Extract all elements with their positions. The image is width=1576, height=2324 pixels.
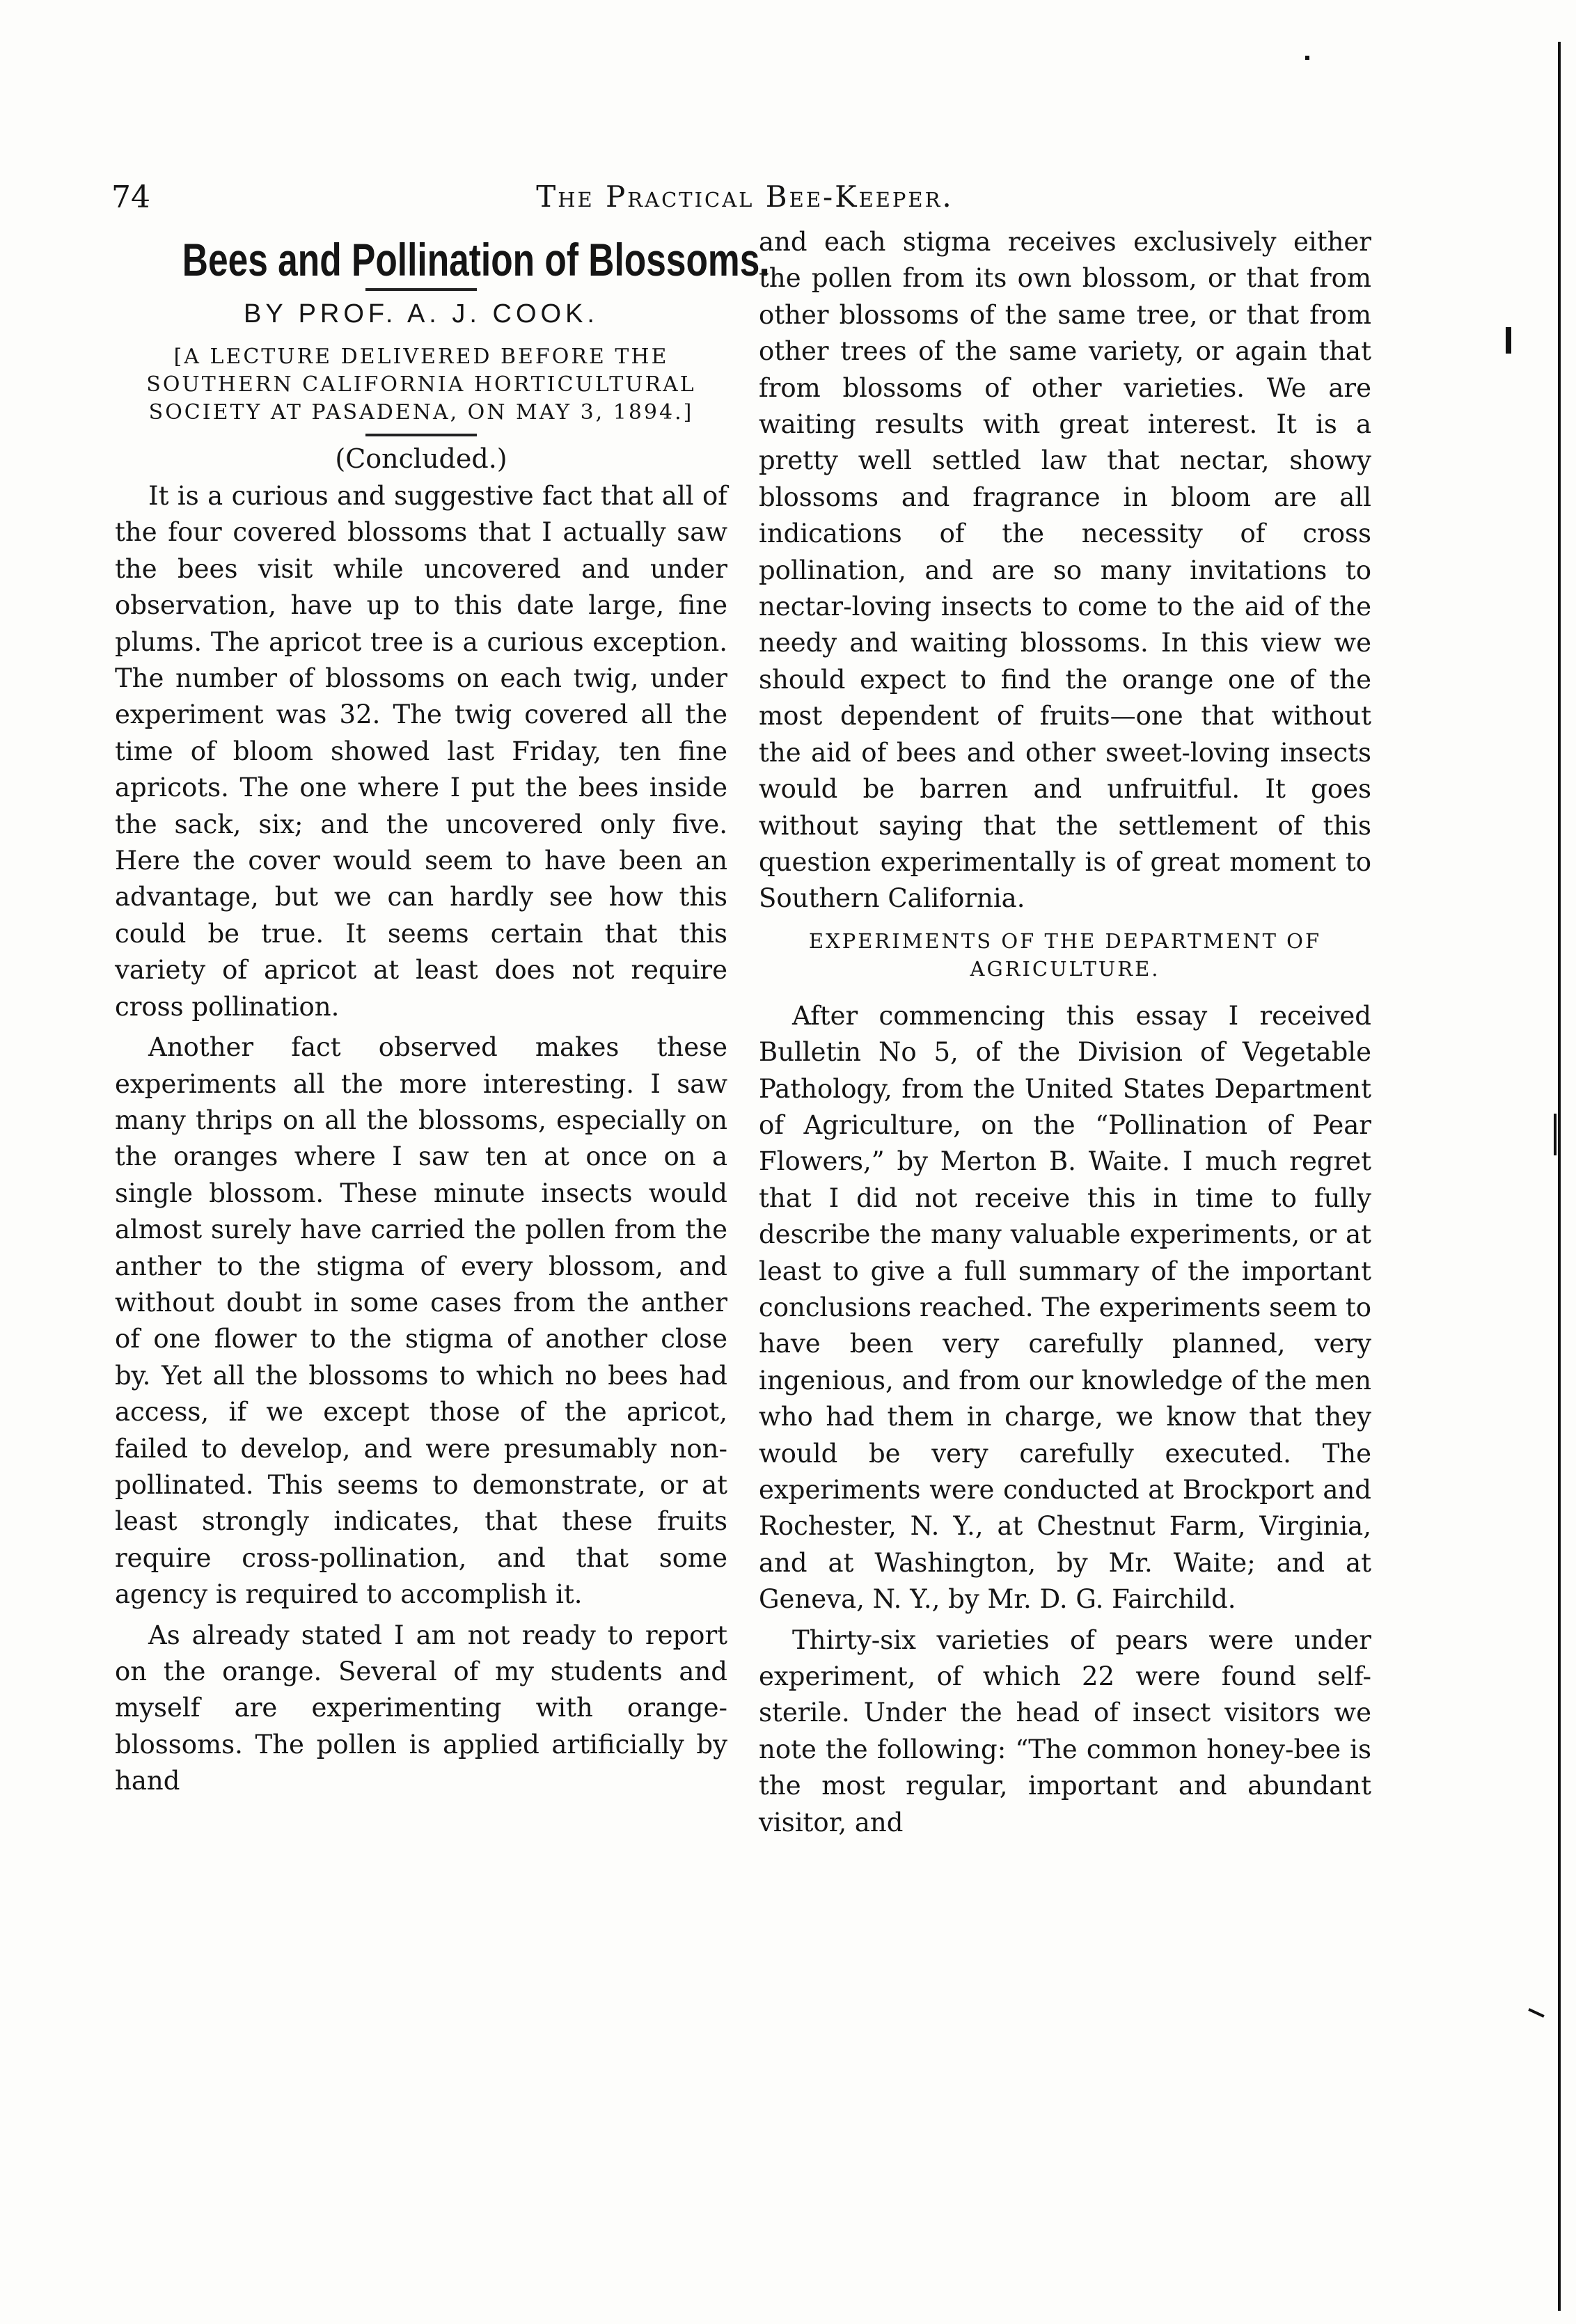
page-header xyxy=(111,180,1378,221)
paragraph: After commencing this essay I received Bulletin No 5, of the Division of Vegetable Pathology, from the United States Department of Agriculture, on the “Pollination of Pear Flowers,” by Merton B. Waite. I much regret that I did not receive this in time to fully describe the many valuable experiments, or at least to give a full summary of the important conclusions reached. The experiments seem to have been very carefully planned, very ingenious, and from our knowledge of the men who had them in charge, we know that they would be very carefully executed. The experiments were conducted at Brockport and Rochester, N. Y., at Chestnut Farm, Virginia, and at Washington, by Mr. Waite; and at Geneva, N. Y., by Mr. D. G. Fairchild. xyxy=(759,1000,1371,1615)
scan-speck xyxy=(1528,2008,1544,2018)
paragraph: It is a curious and suggestive fact that all of the four covered blossoms that I actually saw the bees visit while uncovered and under observation, have up to this date large, fine plums. The apricot tree is a curious exception. The number of blossoms on each twig, under experiment was 32. The twig covered all the time of bloom showed last Friday, ten fine apricots. The one where I put the bees inside the sack, six; and the uncovered only five. Here the cover would seem to have been an advantage, but we can hardly see how this could be true. It seems certain that this variety of apricot at least does not require cross pollination. xyxy=(115,481,727,1022)
section-heading: EXPERIMENTS OF THE DEPARTMENT OF AGRICULTURE. xyxy=(808,928,1322,981)
left-column xyxy=(115,224,770,1800)
scan-speck xyxy=(1506,327,1511,354)
scan-edge-line xyxy=(1558,42,1561,2311)
running-head: The Practical Bee-Keeper. xyxy=(536,180,954,214)
paragraph: and each stigma receives exclusively either the pollen from its own blossom, or that from other blossoms of the same tree, or that from other trees of the same variety, or again that from blossoms of other varieties. We are waiting results with great interest. It is a pretty well settled law that nectar, showy blossoms and fragrance in bloom are all indications of the necessity of cross pollination, and are so many invitations to nectar-loving insects to come to the aid of the needy and waiting blossoms. In this view we should expect to find the orange one of the most dependent of fruits—one that without the aid of bees and other sweet-loving insects would be barren and unfruitful. It goes without saying that the settlement of this question experimentally is of great moment to Southern California. xyxy=(759,227,1371,914)
lecture-note: [A LECTURE DELIVERED BEFORE THE SOUTHERN CALIFORNIA HORTICULTURAL SOCIETY AT PASADENA, ON MAY 3, 1894.] xyxy=(146,345,696,425)
byline: BY PROF. A. J. COOK. xyxy=(244,299,599,329)
concluded-note: (Concluded.) xyxy=(335,443,507,474)
paragraph: Another fact observed makes these experiments all the more interesting. I saw many thrips on all the blossoms, especially on the oranges where I saw ten at once on a single blossom. These minute insects would almost surely have carried the pollen from the anther to the stigma of every blossom, and without doubt in some cases from the anther of one flower to the stigma of another close by. Yet all the blossoms to which no bees had access, if we except those of the apricot, failed to develop, and were presumably non-pollinated. This seems to demonstrate, or at least strongly indicates, that these fruits require cross-pollination, and that some agency is required to accomplish it. xyxy=(115,1032,727,1610)
page-number: 74 xyxy=(111,180,150,215)
title-rule xyxy=(365,288,477,291)
scan-speck xyxy=(1554,1114,1557,1155)
subhead-rule xyxy=(365,434,477,436)
scan-speck xyxy=(1305,56,1309,60)
article-title: Bees and Pollination of Blossoms. xyxy=(182,234,770,285)
paragraph: Thirty-six varieties of pears were under experiment, of which 22 were found self-sterile. Under the head of insect visitors we note the following: “The common honey-bee is the most regular, important and abundant visitor, and xyxy=(759,1625,1371,1837)
right-column xyxy=(759,224,1371,1841)
paragraph: As already stated I am not ready to report on the orange. Several of my students and myself are experimenting with orange-blossoms. The pollen is applied artificially by hand xyxy=(115,1620,727,1796)
